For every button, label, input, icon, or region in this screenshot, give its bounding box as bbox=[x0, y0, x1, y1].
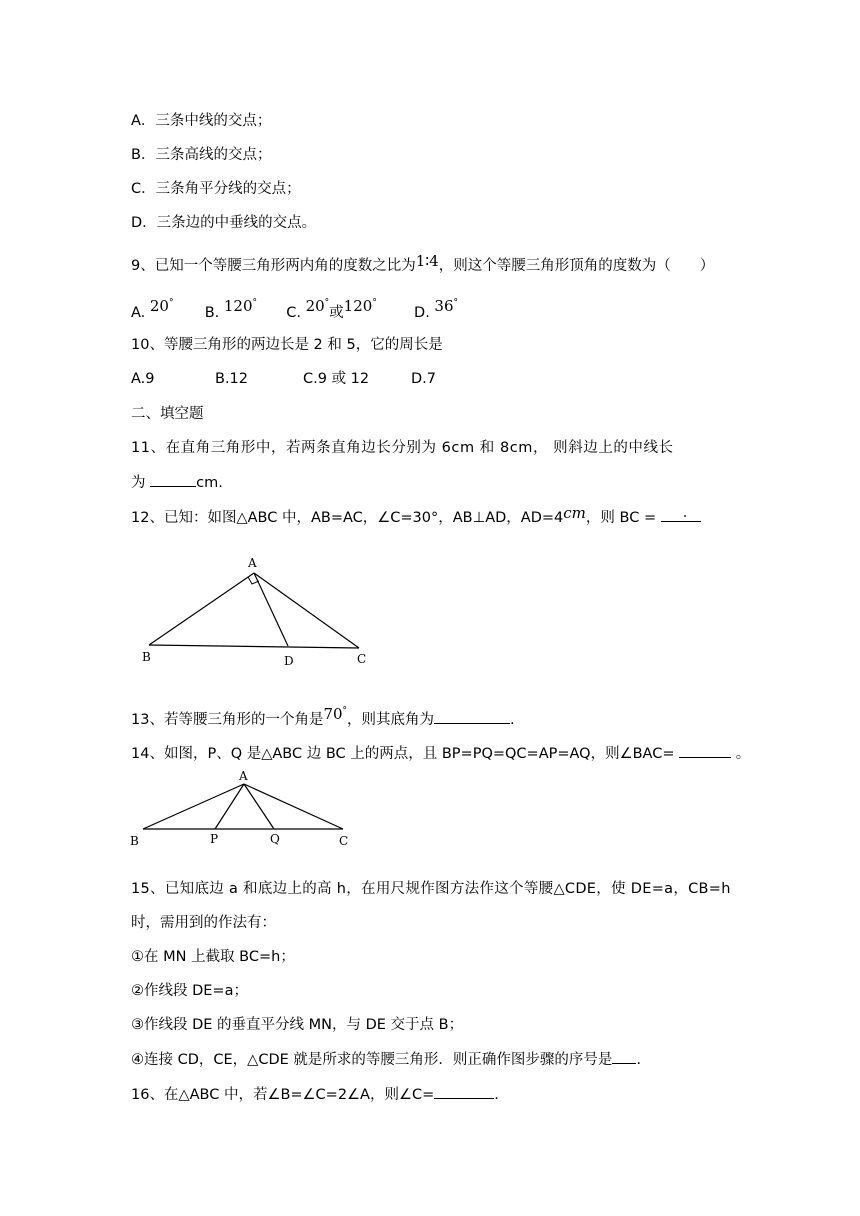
q9-stem-pre: 9、已知一个等腰三角形两内角的度数之比为 bbox=[131, 258, 416, 274]
q8-option-d: D．三条边的中垂线的交点。 bbox=[131, 215, 317, 231]
q9-option-b-value: 120° bbox=[223, 297, 258, 315]
q12-label-b: B bbox=[142, 650, 151, 664]
q12-segment-ad bbox=[254, 573, 288, 646]
q9-option-c-value1: 20° bbox=[305, 297, 330, 315]
q9-option-a-label: A. bbox=[131, 305, 146, 321]
q15-line1: 15、已知底边 a 和底边上的高 h，在用尺规作图方法作这个等腰△CDE，使 DE=a，CB=h bbox=[131, 881, 731, 897]
q10-option-a: A.9 bbox=[131, 371, 155, 387]
q12-side-ac bbox=[254, 573, 359, 648]
q10-option-c: C.9 或 12 bbox=[303, 371, 370, 387]
q15-step3: ③作线段 DE 的垂直平分线 MN，与 DE 交于点 B； bbox=[131, 1017, 464, 1033]
q14-label-p: P bbox=[210, 832, 219, 846]
q11-answer-blank[interactable] bbox=[150, 472, 196, 487]
q9-option-c-label: C. bbox=[286, 305, 301, 321]
q9-option-a-value: 20° bbox=[149, 297, 174, 315]
section-heading: 二、填空题 bbox=[131, 406, 204, 422]
q10-stem: 10、等腰三角形的两边长是 2 和 5，它的周长是 bbox=[131, 337, 443, 353]
q11-line1: 11、在直角三角形中，若两条直角边长分别为 6cm 和 8cm， 则斜边上的中线长 bbox=[131, 440, 674, 456]
q9-option-b-label: B. bbox=[204, 305, 220, 321]
q9-stem-post: ，则这个等腰三角形顶角的度数为（ ） bbox=[438, 258, 715, 274]
q13-answer-blank[interactable] bbox=[434, 709, 510, 724]
q14-triangle-figure bbox=[128, 767, 358, 852]
q13-angle: 70° bbox=[323, 705, 348, 723]
q9-option-d-value: 36° bbox=[434, 297, 459, 315]
q12-label-c: C bbox=[357, 652, 367, 666]
q15-answer-blank[interactable] bbox=[612, 1049, 636, 1064]
q12-stem: 12、已知：如图△ABC 中，AB=AC，∠C=30°，AB⊥AD，AD=4cm，则 BC = ． bbox=[131, 507, 701, 528]
q8-option-a: A．三条中线的交点； bbox=[131, 113, 272, 129]
q10-option-d: D.7 bbox=[411, 371, 436, 387]
q14-stem: 14、如图，P、Q 是△ABC 边 BC 上的两点，且 BP=PQ=QC=AP=AQ，则∠BAC= 。 bbox=[131, 743, 750, 764]
q12-side-bc bbox=[149, 645, 359, 648]
q8-option-c: C．三条角平分线的交点； bbox=[131, 181, 301, 197]
q10-option-b: B.12 bbox=[215, 371, 249, 387]
q14-label-b: B bbox=[130, 834, 139, 848]
q9-option-d-label: D. bbox=[414, 305, 430, 321]
q8-option-b: B．三条高线的交点； bbox=[131, 147, 272, 163]
q9-option-c-or: 或 bbox=[329, 305, 344, 321]
q15-step1: ①在 MN 上截取 BC=h； bbox=[131, 949, 295, 965]
q14-label-c: C bbox=[339, 834, 349, 848]
q16-stem: 16、在△ABC 中，若∠B=∠C=2∠A，则∠C= . bbox=[131, 1084, 499, 1105]
q15-step4: ④连接 CD，CE，△CDE 就是所求的等腰三角形．则正确作图步骤的序号是 . bbox=[131, 1049, 641, 1070]
q14-answer-blank[interactable] bbox=[679, 743, 731, 758]
q9-stem bbox=[131, 252, 715, 276]
q10-options bbox=[131, 369, 436, 389]
q9-option-c-value2: 120° bbox=[343, 297, 377, 315]
q15-step2: ②作线段 DE=a； bbox=[131, 983, 248, 999]
q12-answer-blank[interactable]: ． bbox=[661, 507, 701, 522]
q13-stem: 13、若等腰三角形的一个角是70°，则其底角为 . bbox=[131, 705, 515, 728]
q12-unit: cm bbox=[563, 504, 586, 522]
q15-line2: 时，需用到的作法有： bbox=[131, 915, 276, 931]
q12-triangle-figure bbox=[137, 553, 377, 673]
q11-line2: 为 cm. bbox=[131, 472, 223, 493]
q14-label-a: A bbox=[239, 769, 248, 783]
q16-answer-blank[interactable] bbox=[434, 1084, 494, 1099]
q12-side-ba bbox=[149, 573, 254, 645]
q14-label-q: Q bbox=[270, 832, 280, 846]
q9-options bbox=[131, 299, 458, 323]
q12-label-a: A bbox=[248, 556, 257, 570]
q12-label-d: D bbox=[284, 654, 294, 668]
q9-ratio: 1∶4 bbox=[415, 252, 439, 270]
